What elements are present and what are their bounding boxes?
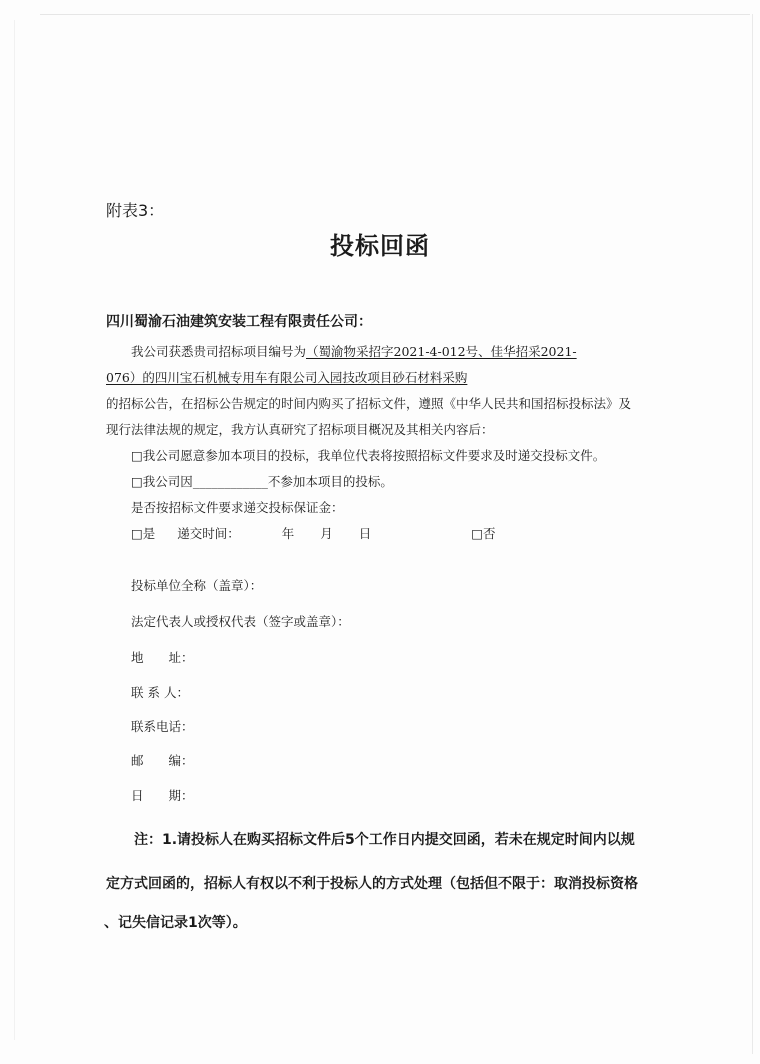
- note-line-2: 定方式回函的，招标人有权以不利于投标人的方式处理（包括但不限于：取消投标资格: [106, 876, 638, 892]
- attachment-label: 附表3：: [106, 201, 165, 220]
- addressee: 四川蜀渝石油建筑安装工程有限责任公司：: [106, 314, 372, 330]
- paragraph-line-2: [106, 368, 467, 386]
- option-decline: [131, 472, 393, 490]
- project-number-a: （蜀渝物采招字2021-4-012号、佳华招采2021-: [306, 344, 577, 359]
- project-number-b: 076）的四川宝石机械专用车有限公司入园技改项目砂石材料采购: [106, 370, 468, 385]
- deposit-time-label: 递交时间：: [177, 526, 240, 541]
- deposit-day: 日: [358, 526, 372, 541]
- paragraph-line-3: 的招标公告，在招标公告规定的时间内购买了招标文件，遵照《中华人民共和国招标投标法》及: [106, 396, 632, 411]
- scan-edge-right: [752, 14, 753, 1054]
- field-representative: 法定代表人或授权代表（签字或盖章）：: [131, 614, 350, 629]
- field-contact: 联 系 人：: [131, 685, 189, 700]
- option-decline-prefix: □我公司因: [131, 474, 193, 489]
- deposit-yes: □是: [131, 526, 156, 541]
- scan-edge-top: [40, 14, 750, 15]
- deposit-year: 年: [281, 526, 295, 541]
- field-bidder-name: 投标单位全称（盖章）：: [131, 578, 263, 593]
- para1-prefix: 我公司获悉贵司招标项目编号为: [131, 344, 307, 359]
- deposit-options: [131, 524, 496, 542]
- field-phone: 联系电话：: [131, 719, 194, 734]
- option-decline-suffix: 不参加本项目的投标。: [267, 474, 393, 489]
- deposit-month: 月: [320, 526, 333, 541]
- deposit-no: □否: [471, 526, 496, 541]
- field-address: 地 址：: [131, 650, 194, 665]
- scan-edge-left: [14, 20, 15, 1040]
- paragraph-line-4: 现行法律法规的规定，我方认真研究了招标项目概况及其相关内容后：: [106, 422, 494, 437]
- note-line-1: 注：1.请投标人在购买招标文件后5个工作日内提交回函，若未在规定时间内以规: [134, 832, 635, 848]
- field-date: 日 期：: [131, 788, 194, 803]
- option-participate: □我公司愿意参加本项目的投标，我单位代表将按照招标文件要求及时递交投标文件。: [131, 448, 606, 463]
- note-line-3: 、记失信记录1次等）。: [104, 915, 247, 931]
- deposit-question: 是否按招标文件要求递交投标保证金：: [131, 500, 344, 515]
- page-title: 投标回函: [330, 232, 430, 260]
- field-postcode: 邮 编：: [131, 753, 194, 768]
- paragraph-line-1: [131, 342, 577, 360]
- option-decline-blank: ____________: [192, 474, 268, 489]
